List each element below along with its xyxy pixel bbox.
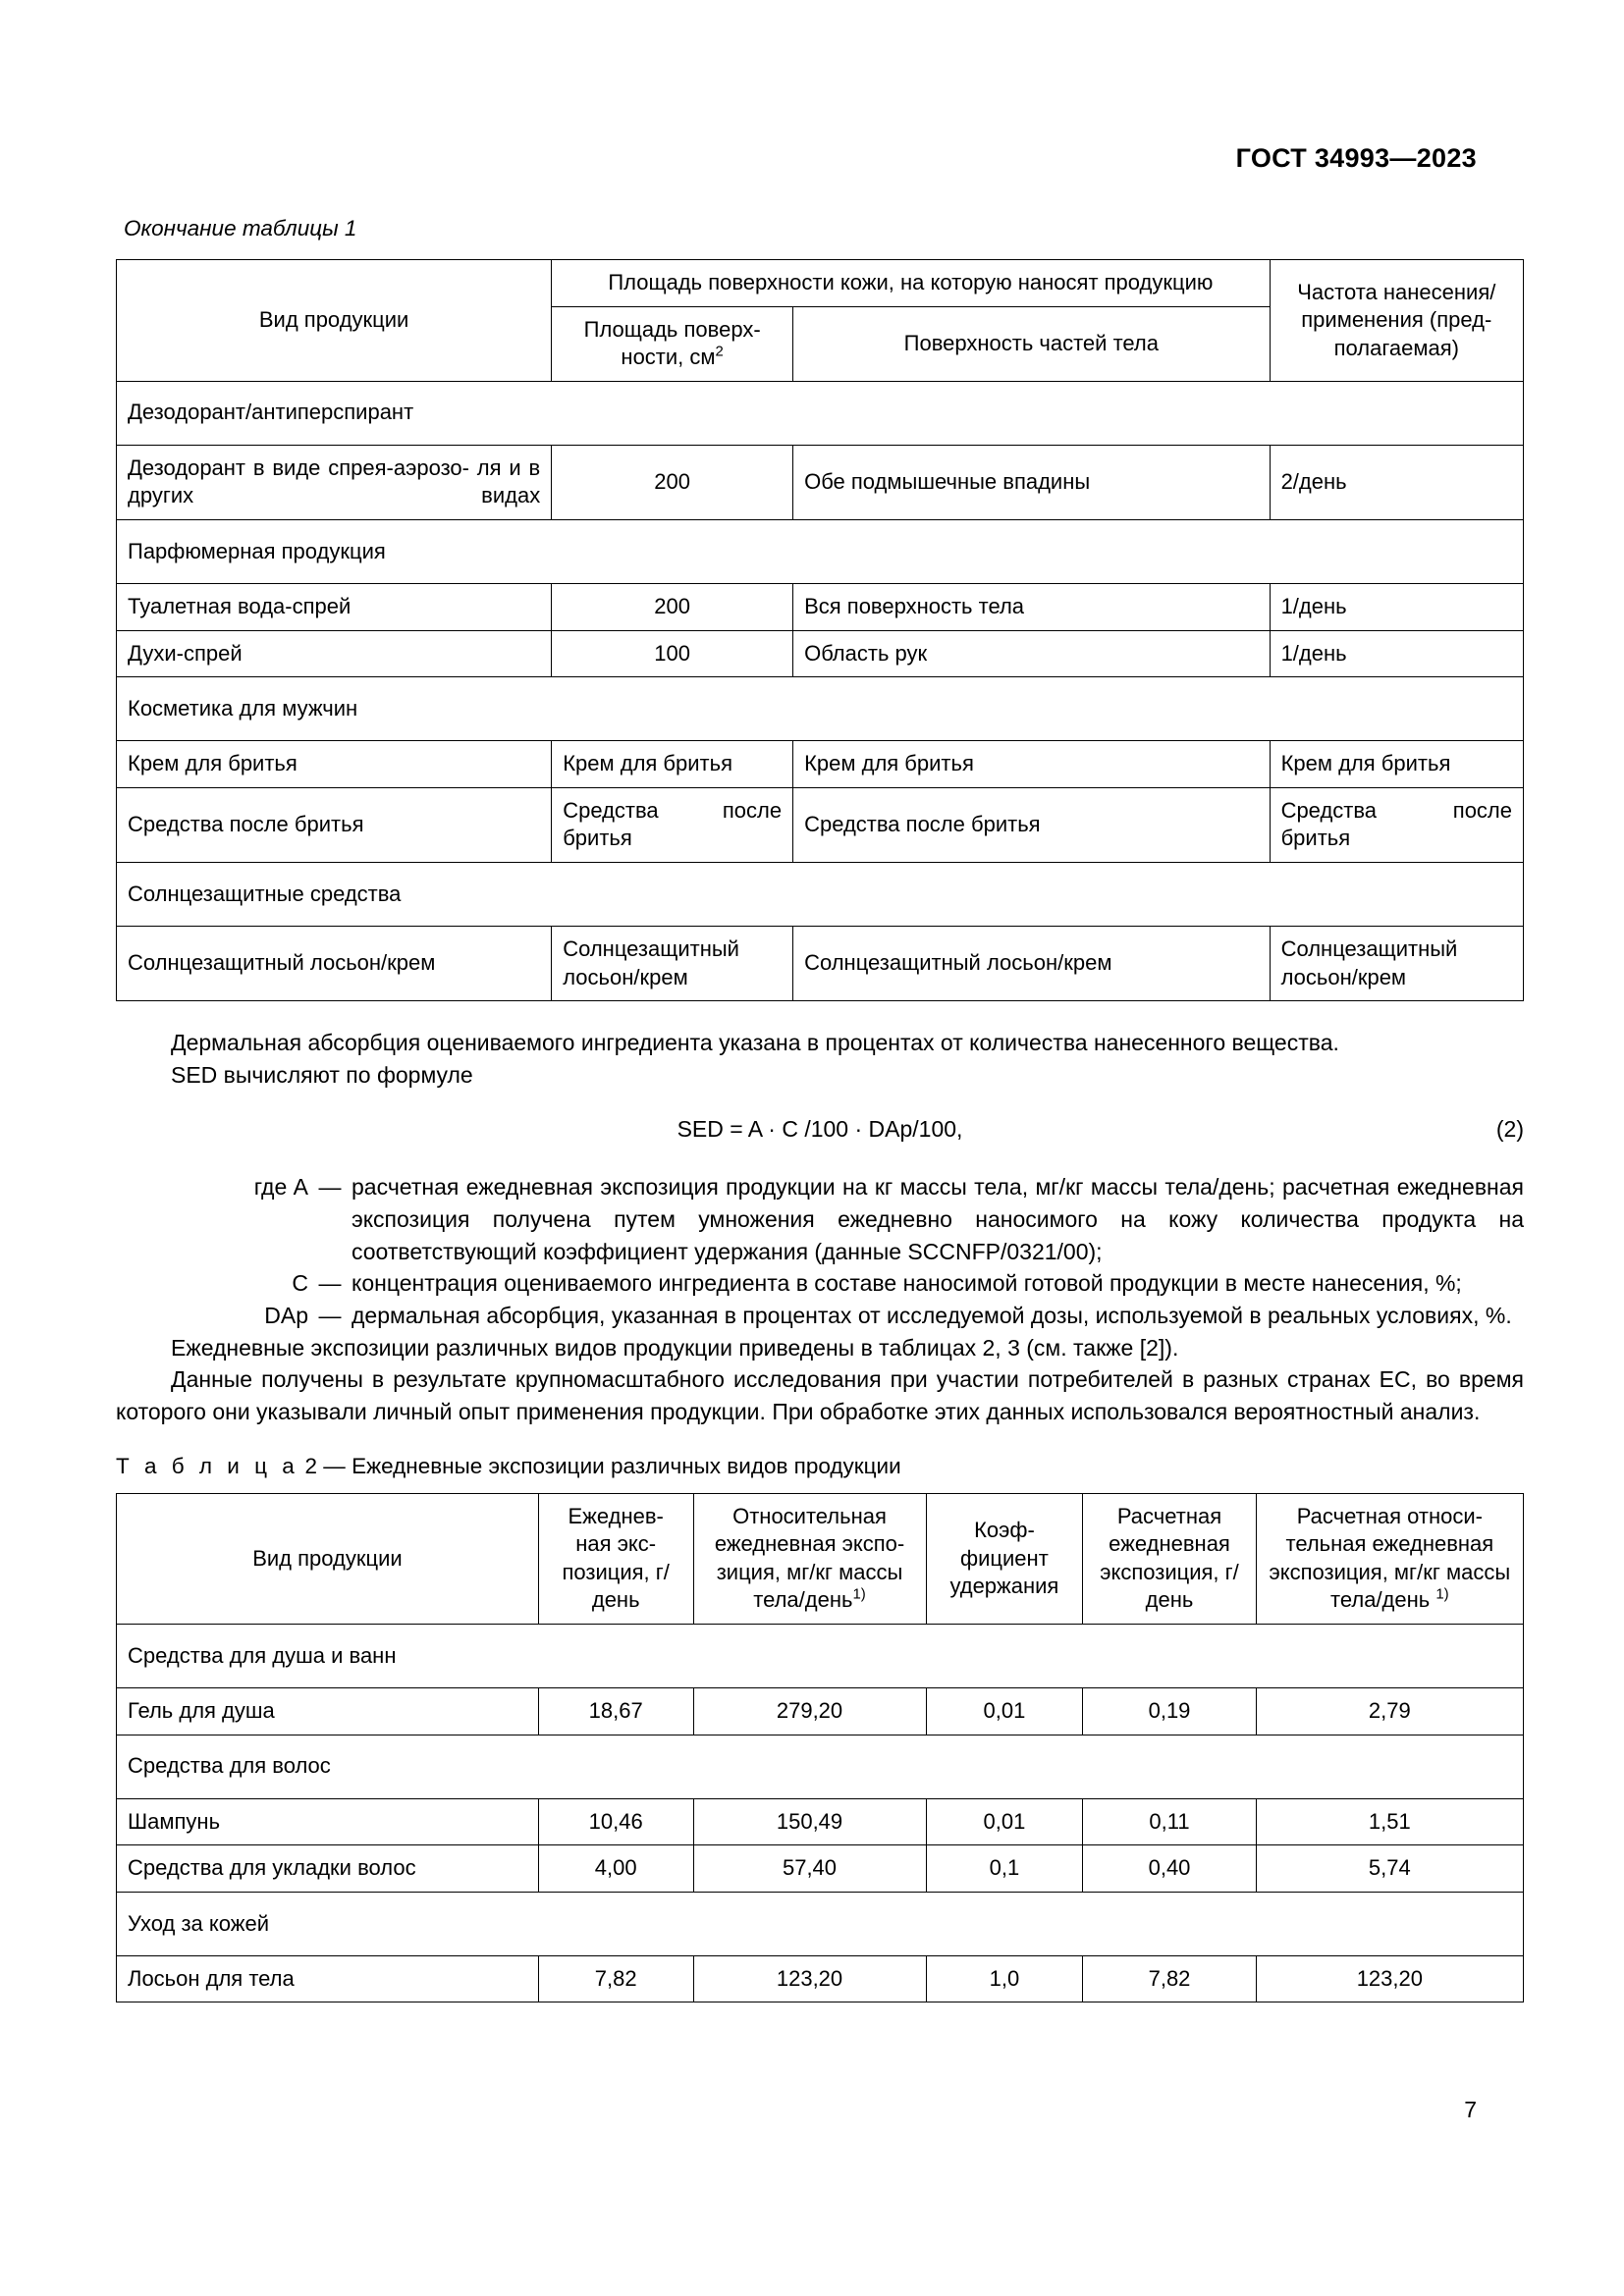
table2-caption-text: Ежедневные экспозиции различных видов продукции bbox=[352, 1453, 901, 1478]
table2-cell-c1: 4,00 bbox=[538, 1845, 693, 1893]
table1-header-surface-area-exponent: 2 bbox=[715, 343, 724, 360]
definition-row bbox=[116, 1267, 1524, 1300]
table1 bbox=[116, 259, 1524, 1001]
table2-cell-c2: 123,20 bbox=[693, 1955, 926, 2002]
page-number: 7 bbox=[1464, 2097, 1477, 2122]
table2-group-label: Средства для душа и ванн bbox=[117, 1625, 1524, 1688]
table2-caption-dash: — bbox=[323, 1453, 346, 1478]
definition-row bbox=[116, 1171, 1524, 1267]
table2-cell-c5: 1,51 bbox=[1256, 1798, 1523, 1845]
table2-header-calc-relative-text: Расчетная относи- тельная ежедневная экспозиция, мг/кг массы тела/день bbox=[1269, 1503, 1511, 1613]
table2-cell-product: Гель для душа bbox=[117, 1688, 539, 1735]
table1-cell-area: 200 bbox=[552, 445, 793, 519]
paragraph-tables-reference: Ежедневные экспозиции различных видов продукции приведены в таблицах 2, 3 (см. также [2]). bbox=[171, 1334, 1179, 1361]
table1-group-label: Солнцезащитные средства bbox=[117, 862, 1524, 926]
table1-cell-area: Солнцезащитный лосьон/крем bbox=[552, 926, 793, 1000]
table2-group-row bbox=[117, 1735, 1524, 1798]
table2-group-row bbox=[117, 1892, 1524, 1955]
table1-row bbox=[117, 926, 1524, 1000]
table2-cell-c5: 2,79 bbox=[1256, 1688, 1523, 1735]
definition-dash: — bbox=[318, 1174, 342, 1201]
table2-cell-product: Средства для укладки волос bbox=[117, 1845, 539, 1893]
formula-expression: SED = A · C /100 · DAp/100, bbox=[677, 1116, 963, 1143]
table2-cell-c1: 10,46 bbox=[538, 1798, 693, 1845]
table1-row bbox=[117, 787, 1524, 862]
definition-text: расчетная ежедневная экспозиция продукции на кг массы тела, мг/кг массы тела/день; расчетная ежедневная экспозиция получена путем умножения ежедневно наносимого на кожу количества продукта на соответствующий коэффициент удержания (данные SCCNFP/0321/00); bbox=[352, 1174, 1524, 1264]
table2-cell-c1: 7,82 bbox=[538, 1955, 693, 2002]
table2-group-label: Уход за кожей bbox=[117, 1892, 1524, 1955]
table2-cell-c3: 0,01 bbox=[926, 1688, 1083, 1735]
table1-cell-parts: Обе подмышечные впадины bbox=[793, 445, 1270, 519]
table2-group-label: Средства для волос bbox=[117, 1735, 1524, 1798]
table1-cell-freq: 1/день bbox=[1270, 583, 1523, 630]
table2-cell-c1: 18,67 bbox=[538, 1688, 693, 1735]
table1-header-row-1 bbox=[117, 260, 1524, 307]
standard-header: ГОСТ 34993—2023 bbox=[1235, 143, 1477, 173]
table1-cell-area: Крем для бритья bbox=[552, 741, 793, 788]
table1-group-label: Дезодорант/антиперспирант bbox=[117, 381, 1524, 445]
definition-text: концентрация оцениваемого ингредиента в составе наносимой готовой продукции в месте нанесения, %; bbox=[352, 1270, 1462, 1297]
table1-cell-freq: Солнцезащитный лосьон/крем bbox=[1270, 926, 1523, 1000]
table1-cell-freq: Крем для бритья bbox=[1270, 741, 1523, 788]
table1-cell-parts: Крем для бритья bbox=[793, 741, 1270, 788]
table2-cell-c4: 7,82 bbox=[1083, 1955, 1256, 2002]
paragraph-sed-intro: SED вычисляют по формуле bbox=[171, 1061, 473, 1088]
table1-cell-product: Дезодорант в виде спрея-аэрозо- ля и в других видах bbox=[117, 445, 552, 519]
symbol-definitions bbox=[116, 1171, 1524, 1331]
table1-cell-product: Духи-спрей bbox=[117, 630, 552, 677]
table2-header-relative-daily-exposure-text: Относительная ежедневная экспо- зиция, мг/кг массы тела/день bbox=[714, 1503, 905, 1613]
table2-cell-c2: 150,49 bbox=[693, 1798, 926, 1845]
table2-cell-product: Шампунь bbox=[117, 1798, 539, 1845]
definition-dash: — bbox=[318, 1270, 342, 1297]
table2-row bbox=[117, 1798, 1524, 1845]
table2-caption-label: Т а б л и ц а bbox=[116, 1453, 299, 1478]
table1-cell-parts: Солнцезащитный лосьон/крем bbox=[793, 926, 1270, 1000]
table2-cell-c3: 1,0 bbox=[926, 1955, 1083, 2002]
table2-cell-product: Лосьон для тела bbox=[117, 1955, 539, 2002]
table1-cell-parts: Вся поверхность тела bbox=[793, 583, 1270, 630]
table1-cell-product: Крем для бритья bbox=[117, 741, 552, 788]
table2-cell-c5: 123,20 bbox=[1256, 1955, 1523, 2002]
table2 bbox=[116, 1493, 1524, 2003]
table1-cell-parts: Средства после бритья bbox=[793, 787, 1270, 862]
table1-header-body-parts: Поверхность частей тела bbox=[793, 306, 1270, 381]
table1-cell-product: Средства после бритья bbox=[117, 787, 552, 862]
table1-cell-area: 200 bbox=[552, 583, 793, 630]
table1-header-surface-area bbox=[552, 306, 793, 381]
table1-row bbox=[117, 445, 1524, 519]
table2-header-calc-relative-daily-exposure bbox=[1256, 1493, 1523, 1624]
table1-group-row bbox=[117, 862, 1524, 926]
formula-2 bbox=[116, 1116, 1524, 1146]
definition-symbol: C bbox=[292, 1270, 308, 1297]
table1-cell-product: Туалетная вода-спрей bbox=[117, 583, 552, 630]
table2-cell-c2: 279,20 bbox=[693, 1688, 926, 1735]
table2-header-relative-daily-exposure bbox=[693, 1493, 926, 1624]
page-content bbox=[116, 216, 1524, 2002]
table1-row bbox=[117, 583, 1524, 630]
table1-header-surface-area-text: Площадь поверх- ности, см bbox=[583, 316, 761, 370]
table1-cell-parts: Область рук bbox=[793, 630, 1270, 677]
table2-caption bbox=[116, 1454, 1524, 1479]
table1-header-skin-area-group: Площадь поверхности кожи, на которую наносят продукцию bbox=[552, 260, 1270, 307]
table2-cell-c2: 57,40 bbox=[693, 1845, 926, 1893]
table1-group-label: Парфюмерная продукция bbox=[117, 519, 1524, 583]
table1-row bbox=[117, 741, 1524, 788]
table2-header-row bbox=[117, 1493, 1524, 1624]
definition-symbol: DAp bbox=[264, 1303, 308, 1329]
definition-symbol-text: A bbox=[293, 1174, 308, 1201]
table2-header-daily-exposure: Ежеднев- ная экс- позиция, г/день bbox=[538, 1493, 693, 1624]
table2-cell-c4: 0,40 bbox=[1083, 1845, 1256, 1893]
table2-header-calc-relative-footnote-marker: 1) bbox=[1435, 1586, 1449, 1604]
table1-group-row bbox=[117, 519, 1524, 583]
table2-row bbox=[117, 1688, 1524, 1735]
definition-text: дермальная абсорбция, указанная в процентах от исследуемой дозы, используемой в реальных условиях, %. bbox=[352, 1303, 1512, 1329]
table2-cell-c5: 5,74 bbox=[1256, 1845, 1523, 1893]
table1-group-row bbox=[117, 677, 1524, 741]
table2-row bbox=[117, 1955, 1524, 2002]
table2-cell-c4: 0,19 bbox=[1083, 1688, 1256, 1735]
table1-group-label: Косметика для мужчин bbox=[117, 677, 1524, 741]
table1-cell-area: 100 bbox=[552, 630, 793, 677]
table1-cell-product: Солнцезащитный лосьон/крем bbox=[117, 926, 552, 1000]
table1-cell-freq: 2/день bbox=[1270, 445, 1523, 519]
table1-caption: Окончание таблицы 1 bbox=[124, 216, 357, 240]
table2-header-relative-footnote-marker: 1) bbox=[852, 1586, 866, 1604]
table2-header-product-type: Вид продукции bbox=[117, 1493, 539, 1624]
table1-header-frequency: Частота нанесения/ применения (пред- полагаемая) bbox=[1270, 260, 1523, 382]
table1-row bbox=[117, 630, 1524, 677]
paragraph-study-data: Данные получены в результате крупномасштабного исследования при участии потребителей в разных странах ЕС, во время которого они указывали личный опыт применения продукции. При обработке этих данных использовался вероятностный анализ. bbox=[116, 1366, 1524, 1425]
definition-row bbox=[116, 1300, 1524, 1332]
table2-cell-c3: 0,01 bbox=[926, 1798, 1083, 1845]
table1-group-row bbox=[117, 381, 1524, 445]
table2-caption-number: 2 bbox=[304, 1453, 318, 1478]
table1-header-product-type: Вид продукции bbox=[117, 260, 552, 382]
table2-cell-c3: 0,1 bbox=[926, 1845, 1083, 1893]
formula-number: (2) bbox=[1495, 1116, 1524, 1143]
definition-dash: — bbox=[318, 1303, 342, 1329]
definition-symbol bbox=[116, 1171, 308, 1267]
table1-cell-freq: 1/день bbox=[1270, 630, 1523, 677]
table2-header-calc-daily-exposure: Расчетная ежедневная экспозиция, г/день bbox=[1083, 1493, 1256, 1624]
table2-header-retention-coefficient: Коэф- фициент удержания bbox=[926, 1493, 1083, 1624]
paragraph-dermal-absorption: Дермальная абсорбция оцениваемого ингредиента указана в процентах от количества нанесенного вещества. bbox=[171, 1030, 1339, 1056]
where-label: где bbox=[253, 1174, 288, 1201]
table2-row bbox=[117, 1845, 1524, 1893]
table2-cell-c4: 0,11 bbox=[1083, 1798, 1256, 1845]
table1-cell-area: Средства после бритья bbox=[552, 787, 793, 862]
table1-cell-freq: Средства после бритья bbox=[1270, 787, 1523, 862]
table2-group-row bbox=[117, 1625, 1524, 1688]
